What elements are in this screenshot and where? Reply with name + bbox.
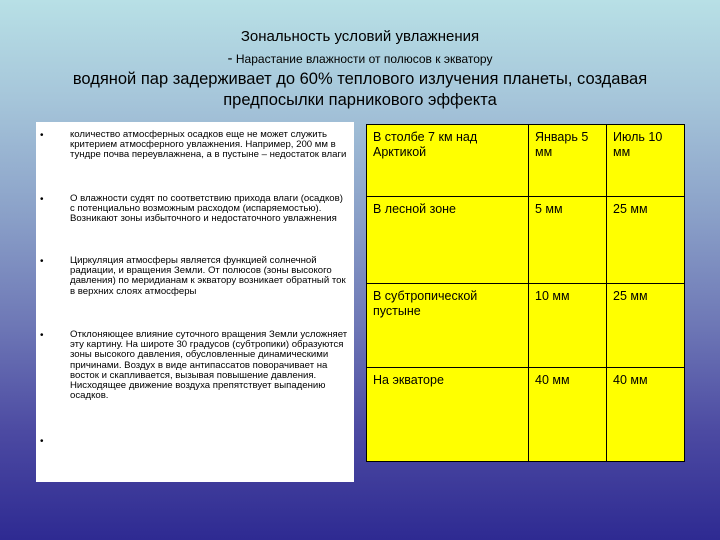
bullet-text: Циркуляция атмосферы является функцией солнечной радиации, и вращения Земли. От полюсов (зоны высокого давления) по меридианам к экватору возникает обратный ток в верхних слоях атмосферы xyxy=(70,255,346,297)
slide-title: Зональность условий увлажнения xyxy=(240,28,480,45)
table-cell-place: На экваторе xyxy=(367,368,529,462)
table-cell-january: 10 мм xyxy=(529,283,607,368)
table-cell-july: 25 мм xyxy=(607,283,685,368)
slide-subtitle xyxy=(0,50,720,67)
bullet-text: Отклоняющее влияние суточного вращения Земли усложняет эту картину. На широте 30 градусов (субтропики) образуются зоны высокого давления, обусловленные динамическими причинами. Воздух в виде антипассатов поворачивает на восток и скапливается, вызывая повышение давления. Нисходящее движение воздуха препятствует выпадению осадков. xyxy=(70,329,348,402)
bullet-marker: • xyxy=(40,330,44,341)
bullet-panel xyxy=(36,122,354,482)
subtitle-dash: - xyxy=(227,50,233,67)
table-cell-january: Январь 5 мм xyxy=(529,125,607,197)
table-cell-july: Июль 10 мм xyxy=(607,125,685,197)
bullet-marker: • xyxy=(40,194,44,205)
table-cell-july: 40 мм xyxy=(607,368,685,462)
table-row xyxy=(367,283,685,368)
bullet-marker: • xyxy=(40,130,44,141)
table-cell-place: В субтропической пустыне xyxy=(367,283,529,368)
slide-headline: водяной пар задерживает до 60% теплового излучения планеты, создавая предпосылки парникового эффекта xyxy=(72,70,648,109)
table-cell-january: 40 мм xyxy=(529,368,607,462)
table-row xyxy=(367,197,685,284)
table-cell-place: В столбе 7 км над Арктикой xyxy=(367,125,529,197)
bullet-marker: • xyxy=(40,256,44,267)
table-row xyxy=(367,368,685,462)
subtitle-text: Нарастание влажности от полюсов к экватору xyxy=(235,52,493,66)
humidity-table xyxy=(366,124,685,462)
bullet-text: О влажности судят по соответствию прихода влаги (осадков) с потенциально возможным расходом (испаряемостью). Возникают зоны избыточного и недостаточного увлажнения xyxy=(70,193,343,225)
table-cell-place: В лесной зоне xyxy=(367,197,529,284)
bullet-text: количество атмосферных осадков еще не может служить критерием атмосферного увлажнения. Например, 200 мм в тундре почва переувлажнена, а в пустыне – недостаток влаги xyxy=(70,129,347,161)
table-cell-july: 25 мм xyxy=(607,197,685,284)
table-row xyxy=(367,125,685,197)
table-cell-january: 5 мм xyxy=(529,197,607,284)
bullet-marker: • xyxy=(40,436,44,447)
